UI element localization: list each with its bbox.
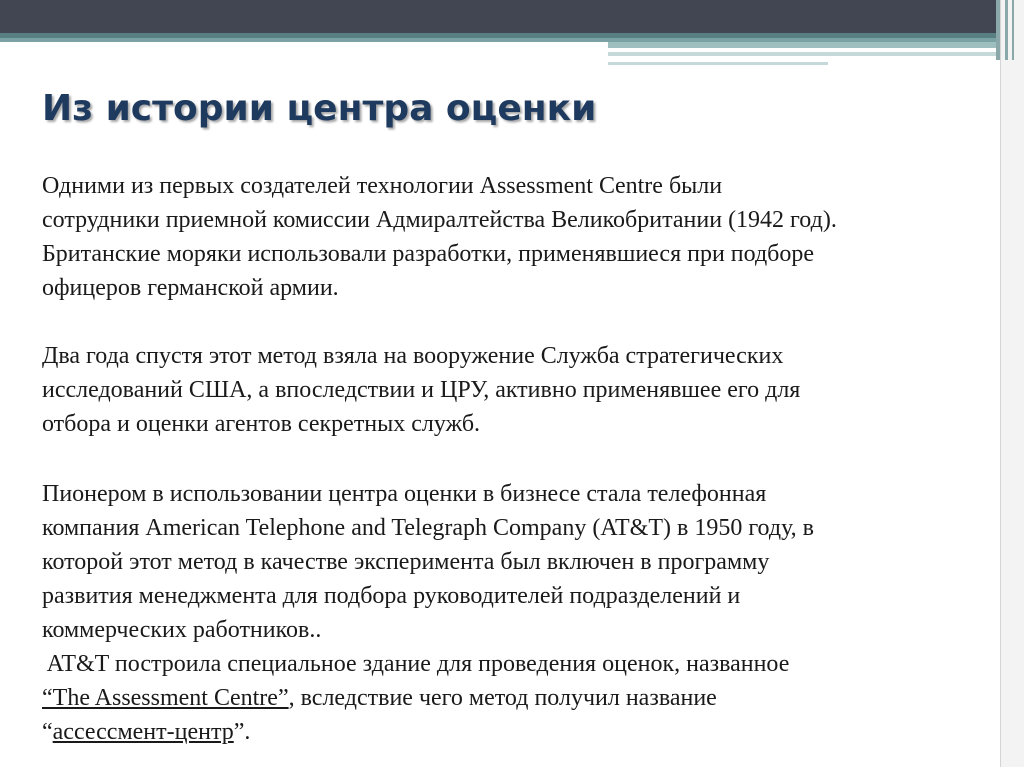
paragraph-1-line: сотрудники приемной комиссии Адмиралтейства Великобритании (1942 год). [42,207,837,233]
assessment-centre-quoted-name: “The Assessment Centre” [42,685,289,711]
top-decor-accent-stripe [608,62,828,65]
assessment-centre-naming-line [42,684,717,712]
paragraph-3-line: Пионером в использовании центра оценки в бизнесе стала телефонная [42,481,767,507]
paragraph-1-line: офицеров германской армии. [42,275,339,301]
paragraph-3-line: коммерческих работников.. [42,617,322,643]
close-quote: ”. [233,719,251,745]
open-quote: “ [42,719,53,745]
naming-line-rest: , вследствие чего метод получил название [288,685,717,711]
paragraph-2-line: исследований США, а впоследствии и ЦРУ, активно применявшее его для [42,377,801,403]
paragraph-1-line: Британские моряки использовали разработки, применявшиеся при подборе [42,241,815,267]
right-decor-bar [1005,0,1008,60]
paragraph-3-line: AT&T построила специальное здание для проведения оценок, названное [42,651,790,677]
paragraph-3-line: которой этот метод в качестве эксперимента был включен в программу [42,549,770,575]
right-decor-bar [1012,0,1014,60]
final-term-line [42,718,250,746]
paragraph-2-line: Два года спустя этот метод взяла на вооружение Служба стратегических [42,343,784,369]
paragraph-1-line: Одними из первых создателей технологии Assessment Centre были [42,173,723,199]
paragraph-3-line: компания American Telephone and Telegraph Company (AT&T) в 1950 году, в [42,515,815,541]
paragraph-3-line: развития менеджмента для подбора руководителей подразделений и [42,583,741,609]
paragraph-2-line: отбора и оценки агентов секретных служб. [42,411,481,437]
assessment-center-term: ассессмент-центр [52,719,234,745]
right-edge-panel [1000,0,1024,767]
top-decor-accent-stripe [608,42,1024,48]
top-decor-band [0,0,1024,33]
right-decor-bar [996,0,1000,60]
slide-title: Из истории центра оценки [42,88,597,129]
top-decor-accent-stripe [608,52,1024,56]
